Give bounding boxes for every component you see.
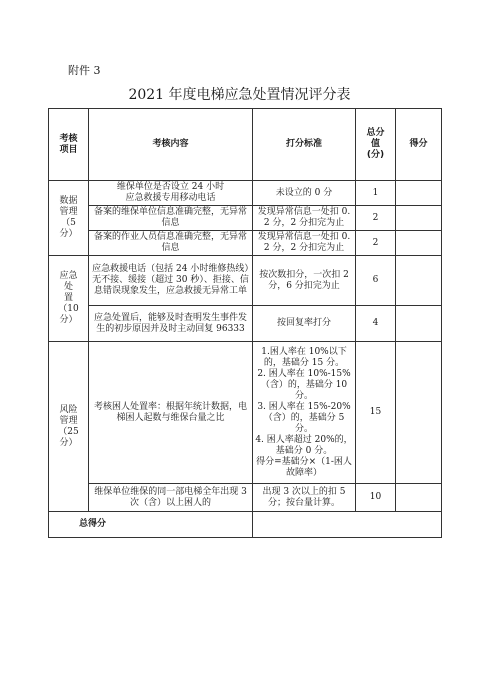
standard-cell xyxy=(253,306,356,342)
content-cell xyxy=(89,206,253,231)
table-row xyxy=(49,181,442,206)
max-score-cell xyxy=(356,306,396,342)
table-row xyxy=(49,256,442,306)
score-cell[interactable] xyxy=(396,181,442,206)
total-row xyxy=(49,512,442,538)
standard-text: 发现异常信息一处扣 0.2 分，2 分扣完为止 xyxy=(257,232,351,253)
standard-cell xyxy=(253,484,356,512)
content-text: 备案的作业人员信息准确完整，无异常信息 xyxy=(93,232,247,253)
table-row xyxy=(49,306,442,342)
table-title: 2021 年度电梯应急处置情况评分表 xyxy=(128,87,351,103)
content-cell xyxy=(89,231,253,256)
max-score-text: 4 xyxy=(372,318,379,328)
table-row xyxy=(49,231,442,256)
max-score-cell xyxy=(356,181,396,206)
score-cell[interactable] xyxy=(396,206,442,231)
standard-text: 出现 3 次以上的扣 5 分；按台量计算。 xyxy=(262,486,346,508)
header-item xyxy=(49,109,89,181)
standard-cell xyxy=(253,342,356,484)
category-cell xyxy=(49,256,89,342)
total-score-cell[interactable] xyxy=(253,512,442,538)
content-cell xyxy=(89,256,253,306)
category-text: 风险 管理 （25 分） xyxy=(58,404,79,448)
max-score-text: 2 xyxy=(372,237,379,248)
score-table-body xyxy=(49,109,442,538)
standard-text: 按回复率打分 xyxy=(276,318,331,328)
attachment-label: 附件 3 xyxy=(68,64,101,77)
standard-cell xyxy=(253,206,356,231)
header-score-text: 得分 xyxy=(409,139,428,149)
max-score-cell xyxy=(356,342,396,484)
header-content-text: 考核内容 xyxy=(152,139,189,149)
standard-cell xyxy=(253,181,356,206)
max-score-text: 10 xyxy=(369,492,382,502)
header-score xyxy=(396,109,442,181)
header-row xyxy=(49,109,442,181)
standard-text: 按次数扣分，一次扣 2 分，6 分扣完为止 xyxy=(259,269,349,291)
content-text: 维保单位是否设立 24 小时 应急救援专用移动电话 xyxy=(116,182,225,203)
header-standard xyxy=(253,109,356,181)
content-cell xyxy=(89,342,253,484)
header-max-score-text: 总分 值 (分) xyxy=(366,128,385,160)
category-text: 应急 处 置 （10 分） xyxy=(58,271,79,325)
table-row xyxy=(49,342,442,484)
max-score-cell xyxy=(356,231,396,256)
score-cell[interactable] xyxy=(396,342,442,484)
standard-cell xyxy=(253,231,356,256)
content-cell xyxy=(89,306,253,342)
max-score-cell xyxy=(356,256,396,306)
content-text: 维保单位维保的同一部电梯全年出现 3 次（含）以上困人的 xyxy=(94,486,247,508)
category-cell xyxy=(49,181,89,256)
standard-cell xyxy=(253,256,356,306)
score-cell[interactable] xyxy=(396,306,442,342)
content-cell xyxy=(89,181,253,206)
header-max-score xyxy=(356,109,396,181)
content-text: 应急处置后，能够及时查明发生事件发生的初步原因并及时主动回复 96333 xyxy=(93,312,247,334)
score-table xyxy=(48,108,442,538)
table-row xyxy=(49,484,442,512)
score-cell[interactable] xyxy=(396,484,442,512)
header-standard-text: 打分标准 xyxy=(285,139,322,149)
score-cell[interactable] xyxy=(396,256,442,306)
content-text: 备案的维保单位信息准确完整，无异常信息 xyxy=(93,207,247,228)
header-item-text: 考核 项目 xyxy=(59,133,78,155)
max-score-text: 1 xyxy=(372,187,379,198)
category-cell xyxy=(49,342,89,512)
total-label: 总得分 xyxy=(49,512,253,538)
table-row xyxy=(49,206,442,231)
max-score-text: 2 xyxy=(372,212,379,223)
max-score-cell xyxy=(356,206,396,231)
content-text: 考核困人处置率：根据年统计数据，电梯困人起数与维保台量之比 xyxy=(93,401,247,423)
max-score-text: 15 xyxy=(369,407,382,417)
standard-text: 发现异常信息一处扣 0.2 分，2 分扣完为止 xyxy=(257,207,351,228)
max-score-text: 6 xyxy=(372,275,379,285)
category-text: 数据 管理 （5 分） xyxy=(59,196,78,239)
standard-text: 未设立的 0 分 xyxy=(275,187,333,198)
max-score-cell xyxy=(356,484,396,512)
content-cell xyxy=(89,484,253,512)
content-text: 应急救援电话（包括 24 小时维修热线）无不接、缓接（超过 30 秒）、拒接、信息错误现象发生，应急救援无异常工单 xyxy=(92,264,249,296)
standard-text: 1.困人率在 10%以下的，基础分 15 分。 2. 困人率在 10%-15%（含）的，基础分 10 分。 3. 困人率在 15%-20%（含）的，基础分 5 分。 4. 困人率超过 20%的，基础分 0 分。 得分=基础分×（1-困人故障率） xyxy=(255,346,353,478)
score-cell[interactable] xyxy=(396,231,442,256)
header-content xyxy=(89,109,253,181)
